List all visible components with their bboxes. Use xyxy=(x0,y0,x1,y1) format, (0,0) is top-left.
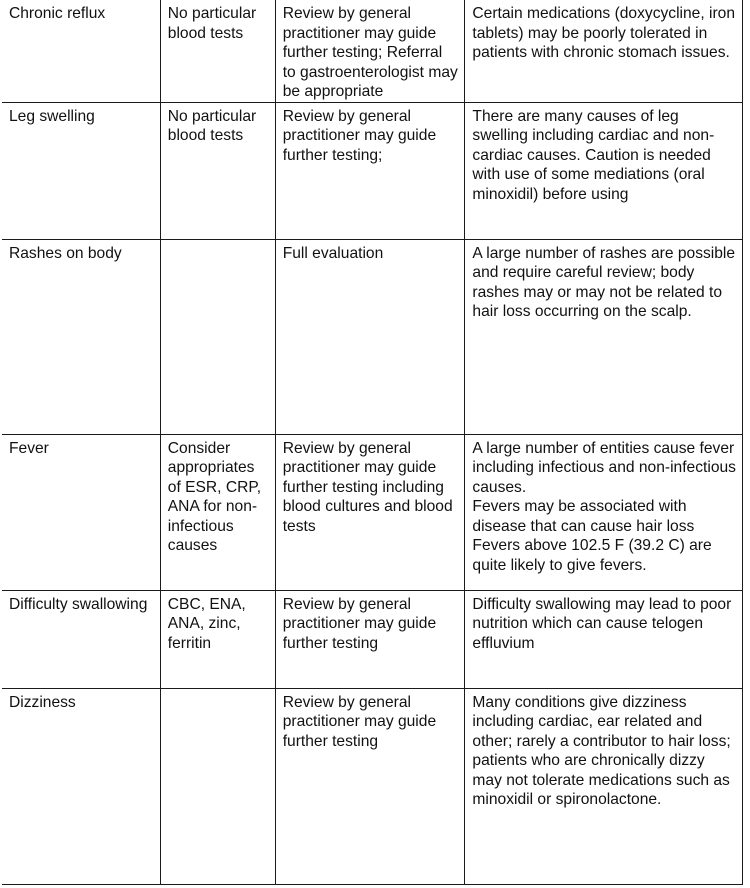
symptom-cell: Rashes on body xyxy=(2,239,160,434)
next-steps-cell: Review by general practitioner may guide further testing xyxy=(275,590,465,688)
table-row xyxy=(2,0,743,102)
comments-cell: There are many causes of leg swelling including cardiac and non-cardiac causes. Caution is needed with use of some mediations (oral minoxidil) before using xyxy=(465,102,743,239)
table-row xyxy=(2,590,743,688)
blood-tests-cell: Consider appropriates of ESR, CRP, ANA for non-infectious causes xyxy=(160,434,275,590)
symptom-table xyxy=(2,0,743,885)
symptom-cell: Difficulty swallowing xyxy=(2,590,160,688)
blood-tests-cell: No particular blood tests xyxy=(160,102,275,239)
symptom-cell: Fever xyxy=(2,434,160,590)
blood-tests-cell xyxy=(160,239,275,434)
symptom-cell: Chronic reflux xyxy=(2,0,160,102)
table-row xyxy=(2,102,743,239)
symptom-cell: Leg swelling xyxy=(2,102,160,239)
comments-cell: A large number of rashes are possible and require careful review; body rashes may or may not be related to hair loss occurring on the scalp. xyxy=(465,239,743,434)
table-row xyxy=(2,239,743,434)
table-row xyxy=(2,434,743,590)
comments-cell: Difficulty swallowing may lead to poor nutrition which can cause telogen effluvium xyxy=(465,590,743,688)
blood-tests-cell: CBC, ENA, ANA, zinc, ferritin xyxy=(160,590,275,688)
next-steps-cell: Full evaluation xyxy=(275,239,465,434)
next-steps-cell: Review by general practitioner may guide further testing; xyxy=(275,102,465,239)
next-steps-cell: Review by general practitioner may guide further testing; Referral to gastroenterologist may be appropriate xyxy=(275,0,465,102)
comments-cell: A large number of entities cause fever including infectious and non-infectious causes. Fevers may be associated with disease that can cause hair loss Fevers above 102.5 F (39.2 C) are quite likely to give fevers. xyxy=(465,434,743,590)
symptom-cell: Dizziness xyxy=(2,688,160,884)
blood-tests-cell: No particular blood tests xyxy=(160,0,275,102)
blood-tests-cell xyxy=(160,688,275,884)
table-row xyxy=(2,688,743,884)
comments-cell: Certain medications (doxycycline, iron tablets) may be poorly tolerated in patients with chronic stomach issues. xyxy=(465,0,743,102)
next-steps-cell: Review by general practitioner may guide further testing including blood cultures and blood tests xyxy=(275,434,465,590)
next-steps-cell: Review by general practitioner may guide further testing xyxy=(275,688,465,884)
comments-cell: Many conditions give dizziness including cardiac, ear related and other; rarely a contributor to hair loss; patients who are chronically dizzy may not tolerate medications such as minoxidil or spironolactone. xyxy=(465,688,743,884)
